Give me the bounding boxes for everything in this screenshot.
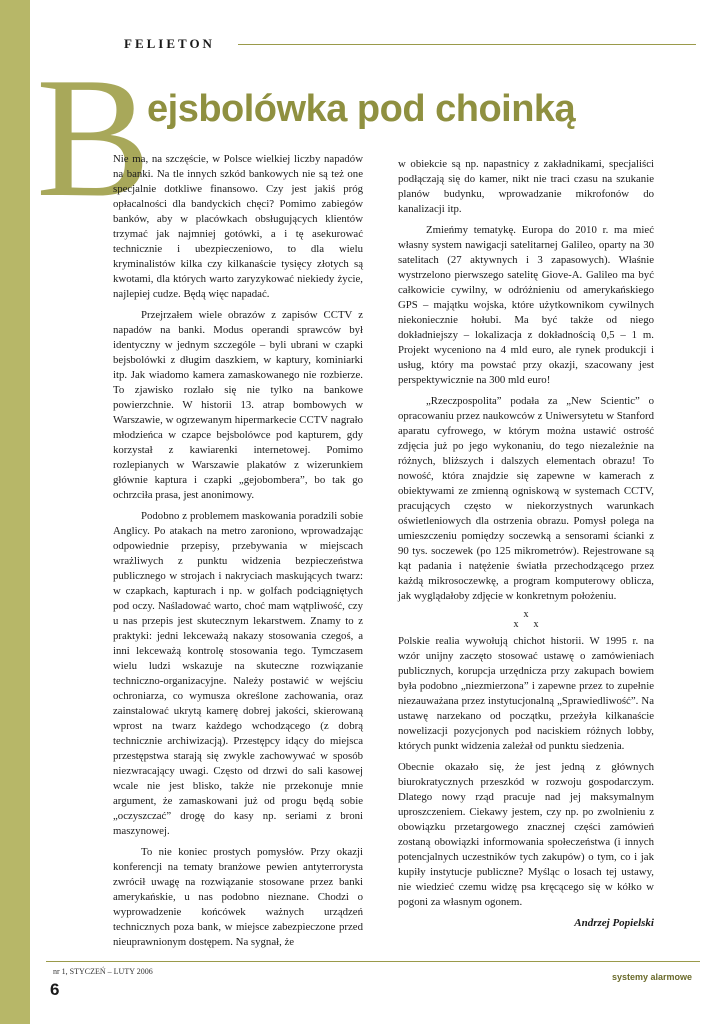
paragraph: Zmieńmy tematykę. Europa do 2010 r. ma mieć własny system nawigacji satelitarnej Galileo, oparty na 30 satelitach (27 aktywnych i 3 zapasowych). Właśnie wystrzelono pierwszego satelitę Giove-A. Galileo ma być całkowicie cywilny, w odróżnieniu od amerykańskiego GPS – majątku wojska, które użytkownikom cywilnych niekoniecznie hołubi. Ma być także od niego dokładniejszy – lokalizacja z dokładnością 0,5 – 1 m. Projekt wyceniono na 4 mld euro, ale rynek produkcji i usług, który ma powstać przy okazji, szacowany jest perspektywicznie na 300 mld euro!: [398, 224, 654, 386]
section-label: FELIETON: [124, 36, 215, 51]
issue-info: nr 1, STYCZEŃ – LUTY 2006: [53, 967, 153, 976]
paragraph: „Rzeczpospolita” podała za „New Scientic” o opracowaniu przez naukowców z Uniwersytetu w Stanford aparatu cyfrowego, w którym można ustawić ostrość zdjęcia już po jego wykonaniu, do tego niezależnie na różnych, bliższych i dalszych elementach obrazu! To nowość, która znajdzie się zapewne w kamerach z obiektywami ze zmienną ogniskową w systemach CCTV, pracujących często w niekorzystnych warunkach oświetleniowych dla ostrzenia obrazu. Pomysł polega na umieszczeniu pomiędzy soczewką a sensorami ściankі z 90 tys. soczewek (po 125 mikrometrów). Rejestrowane są kąt padania i natężenie światła przechodzącego przez każdą mikrosoczewkę, a program komputerowy oblicza, jak wyglądałoby zdjęcie w konkretnym położeniu.: [398, 395, 654, 602]
publication-name: systemy alarmowe: [611, 972, 692, 982]
paragraph: To nie koniec prostych pomysłów. Przy okazji konferencji na tematy branżowe pewien antyterrorysta zwrócił uwagę na rozwiązanie stosowane przez banki amerykańskie, u nas podobno nieznane. Chodzi o wyprowadzenie końcówek ważnych urządzeń technicznych poza bank, w miejsce zabezpieczone przed nieuprawnionym dostępem. Na sygnał, że: [113, 846, 363, 948]
section-break: [398, 610, 654, 630]
paragraph: Polskie realia wywołują chichot historii. W 1995 r. na wzór unijny zaczęto stosować ustawę o zamówieniach publicznych, korupcja urzędnicza przy zakupach bowiem była podobno „niezmierzona” i zapewne przez to zupełnie niezauważana przez instytucjonalną „Sprawiedliwość”. Na ustawę narzekano od początku, przeżyła kilkanaście nowelizacji pozycjonych pod naciskiem różnych lobby, których punkt widzenia zależał od punktu siedzenia.: [398, 635, 654, 752]
paragraph: Nie ma, na szczęście, w Polsce wielkiej liczby napadów na banki. Na tle innych szkód bankowych nie są też one specjalnie dotkliwe finansowo. Czy jest jakiś próg opłacalności dla bandyckich chęci? Pomimo zabiegów banków, aby w placówkach obsługujących klientów trzymać jak najmniej gotówki, a i tę asekurować technicznie i ubezpieczeniowo, to dla wielu kryminalistów kilka czy kilkanaście tysięcy złotych są kwotami, dla których warto zaryzykować niekiedy życie, najlepiej cudze. Będą więc napadać.: [113, 153, 363, 300]
article-title: ejsbolówka pod choinką: [147, 88, 576, 130]
page-number: 6: [50, 980, 60, 999]
left-column: [113, 152, 363, 956]
section-break-top: x: [523, 609, 529, 620]
left-margin-bar: [0, 0, 30, 1024]
paragraph: Podobno z problemem maskowania poradzili sobie Anglicy. Po atakach na metro zaroniono, wprowadzając odpowiednie przepisy, przebywania w miejscach wrażliwych z punktu widzenia bezpieczeństwa publicznego w strojach i nakryciach maskujących twarz: w czapkach, kapturach i np. w golfach podciągniętych pod oczy. Naśladować warto, choć mam wątpliwość, czy u nas przepis jest skutecznym lekarstwem. Znamy to z praktyki: jedni lekceważą nakazy stosowania czegoś, a inni lekceważą kontrolę stosowania tego. Tymczasem wielu ludzi wskazuje na skuteczne rozwiązanie techniczno-organizacyjne. Należy postawić w wejściu ochroniarza, co wymusza określone zachowania, oraz zainstalować ukrytą kamerę dobrej jakości, skierowaną wprost na twarz każdego wchodzącego (z dobrą technicznie archiwizacją). Przestępcy idący do miejsca przestępstwa starają się zwykle zachowywać w sposób niezwracający uwagi. Często od drzwi do sali kasowej wcale nie jest blisko, także nie przekonuje mnie argument, że zamaskowani już od progu będą sobie „oczyszczać” drogę do kasy np. seriami z broni maszynowej.: [113, 510, 363, 837]
drop-cap: B: [36, 43, 151, 233]
paragraph: Obecnie okazało się, że jest jedną z głównych biurokratycznych przeszkód w rozwoju gospodarczym. Dlatego nowy rząd pracuje nad jej maksymalnym uproszczeniem. Ciekawy jestem, czy np. po zwolnieniu z obowiązku przetargowego znacznej części zamówień zostaną obowiązki informowania społeczeństwa (i innych potencjalnych uczestników tych zakupów) o tym, co i jak kupiły instytucje publiczne? Myśląc o losach tej ustawy, nie wiedzieć czemu widzę psa kręcącego się w kółko w pogoni za własnym ogonem.: [398, 761, 654, 908]
section-divider: [238, 44, 696, 45]
footer-divider: [46, 961, 700, 962]
section-break-bottom: x x: [513, 619, 539, 630]
paragraph: w obiekcie są np. napastnicy z zakładnikami, specjaliści podłączają się do kamer, nikt nie traci czasu na szukanie planów budynku, wprowadzanie mikrofonów do kanalizacji itp.: [398, 158, 654, 215]
paragraph: Przejrzałem wiele obrazów z zapisów CCTV z napadów na banki. Modus operandi sprawców był identyczny w jednym szczególe – byli ubrani w czapki bejsbolówki z długim daszkiem, w kaptury, kominiarki itp. Jak wiadomo kamera zamaskowanego nie rozbierze. To zjawisko rozlało się nie tylko na bankowe powierzchnie. W historii 13. atrap bombowych w Warszawie, w ogrzewanym hipermarkecie CCTV nagrało młodzieńca w czapce bejsbolówce pod kapturem, gdy korzystał z kawiarenki internetowej. Pomimo rozlepianych w Warszawie plakatów z wizerunkiem głównie kaptura i czapki „gejobombera”, bo tak go ochrzciła prasa, jest anonimowy.: [113, 309, 363, 501]
right-column: [398, 157, 654, 931]
author-signature: Andrzej Popielski: [574, 917, 654, 929]
